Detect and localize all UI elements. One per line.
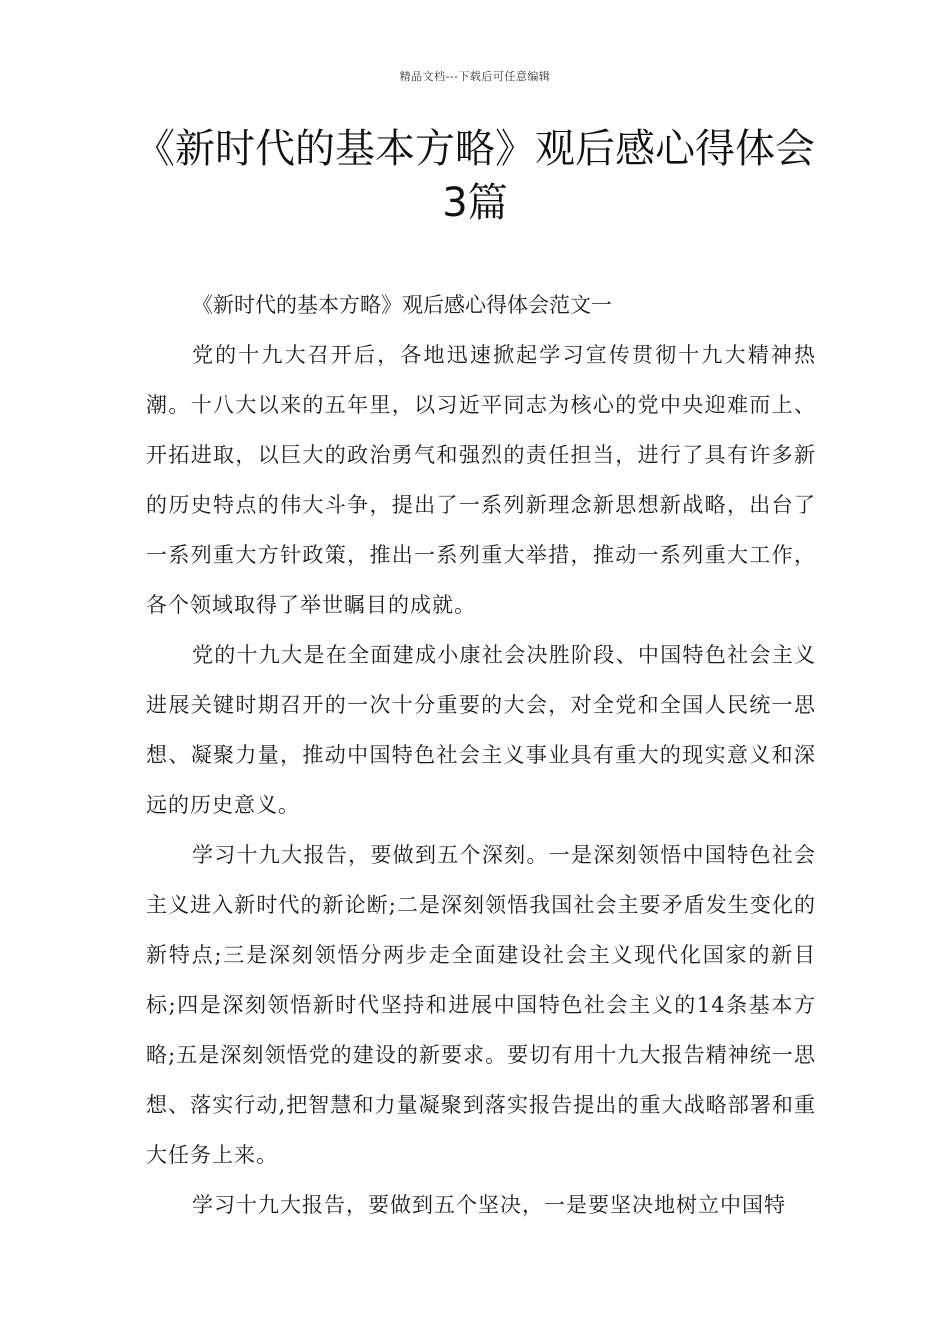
- document-title: [120, 122, 830, 230]
- title-line-1: 《新时代的基本方略》观后感心得体会: [135, 126, 815, 172]
- paragraph-2: 党的十九大是在全面建成小康社会决胜阶段、中国特色社会主义进展关键时期召开的一次十分重要的大会，对全党和全国人民统一思想、凝聚力量，推动中国特色社会主义事业具有重大的现实意义和深远的历史意义。: [146, 643, 816, 817]
- title-line-2: 3篇: [442, 180, 508, 226]
- paragraph-1: 党的十九大召开后，各地迅速掀起学习宣传贯彻十九大精神热潮。十八大以来的五年里，以习近平同志为核心的党中央迎难而上、开拓进取，以巨大的政治勇气和强烈的责任担当，进行了具有许多新的历史特点的伟大斗争，提出了一系列新理念新思想新战略，出台了一系列重大方针政策，推出一系列重大举措，推动一系列重大工作，各个领域取得了举世瞩目的成就。: [146, 343, 816, 617]
- header-note: 精品文档---下载后可任意编辑: [399, 70, 551, 83]
- document-body: [146, 280, 816, 1230]
- paragraph-4: 学习十九大报告，要做到五个坚决，一是要坚决地树立中国特: [192, 1193, 786, 1217]
- section-subtitle: 《新时代的基本方略》观后感心得体会范文一: [192, 293, 612, 317]
- paragraph-3: 学习十九大报告，要做到五个深刻。一是深刻领悟中国特色社会主义进入新时代的新论断;二是深刻领悟我国社会主要矛盾发生变化的新特点;三是深刻领悟分两步走全面建设社会主义现代化国家的新目标;四是深刻领悟新时代坚持和进展中国特色社会主义的14条基本方略;五是深刻领悟党的建设的新要求。要切有用十九大报告精神统一思想、落实行动,把智慧和力量凝聚到落实报告提出的重大战略部署和重大任务上来。: [146, 843, 816, 1167]
